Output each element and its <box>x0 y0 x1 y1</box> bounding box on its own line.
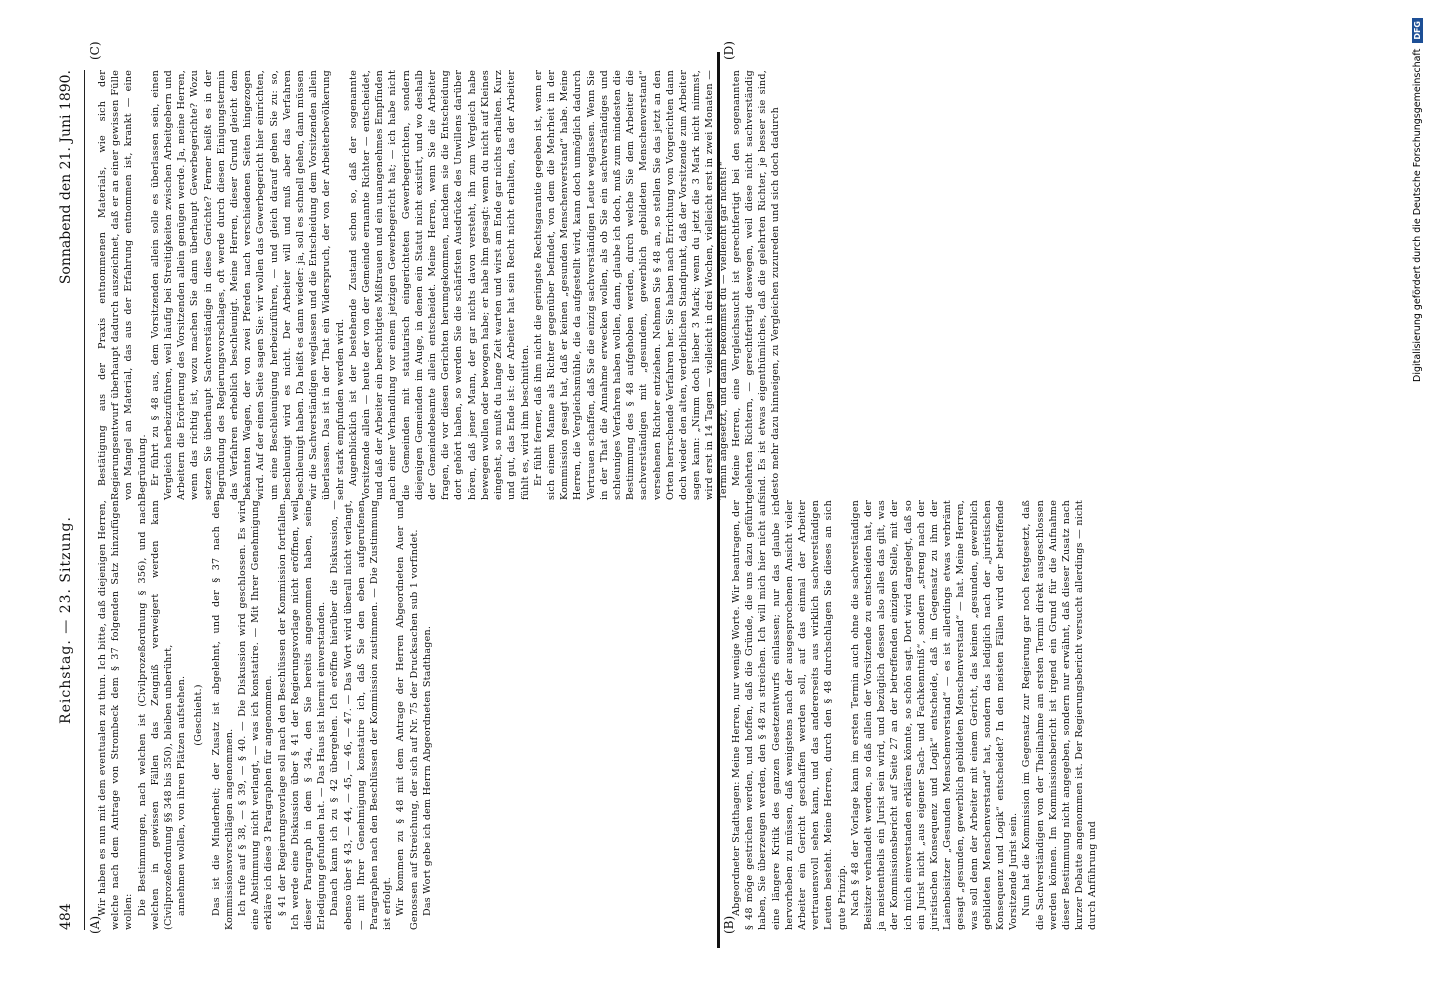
paragraph: Er fühlt ferner, daß ihm nicht die geringste Rechtsgarantie gegeben ist, wenn er sich einem Manne als Richter gegenüber befindet, von dem die Mehrheit in der Kommission gesagt hat, daß er keinen „gesunden Menschenverstand“ habe. Meine Herren, die Vergleichsmühle, die da aufgestellt wird, kann doch unmöglich dadurch Vertrauen schaffen, daß Sie die einzig sachverständigen Leute weglassen. Wenn Sie in der That die Annahme erwecken wollen, als ob Sie ein sachverständiges und schleuniges Verfahren haben wollen, dann, glaube ich doch, muß zum mindesten die Bestimmung des § 48 aufgehoben werden, durch welche Sie dem Arbeiter die sachverständigen mit „gesundem, gewerblich gebildeten Menschenverstand“ versehenen Richter entziehen. Nehmen Sie § 48 an, so stellen Sie das jetzt an den Orten herrschende Verfahren her. Sie haben nach Errichtung von Vorgerichten dann doch wieder den alten, verderblichen Standpunkt, daß der Vorsitzende zum Arbeiter sagen kann: „Nimm doch lieber 3 Mark; wenn du jetzt die 3 Mark nicht nimmst, wird erst in 14 Tagen — vielleicht in drei Wochen, vielleicht erst in zwei Monaten — Termin angesetzt, und dann bekommst du — vielleicht gar nichts!“ <box>532 70 729 500</box>
header-rule <box>84 70 85 930</box>
page-number: 484 <box>58 903 74 930</box>
paragraph: Die Bestimmungen, nach welchen ist (Civilprozeßordnung § 356), und nach welchen in gewissen Fällen das Zeugniß verweigert werden kann (Civilprozeßordnung §§ 348 bis 350), bleiben unberührt, <box>136 500 175 930</box>
section-marker-c: (C) <box>88 41 102 60</box>
credit-text: Digitalisierung gefördert durch die Deutsche Forschungsgemeinschaft <box>1412 48 1423 382</box>
paragraph: Abgeordneter Stadthagen: Meine Herren, nur wenige Worte. Wir beantragen, der § 48 möge gestrichen werden, und hoffen, daß die Gründe, die uns dazu geführt haben, Sie überzeugen werden, den § 48 zu streichen. Ich will mich hier nicht auf eine längere Kritik des ganzen Gesetzentwurfs einlassen; nur das glaube ich hervorheben zu müssen, daß wenigstens nach der ausgesprochenen Ansicht vieler Arbeiter ein Gericht geschaffen werden soll, auf das einmal der Arbeiter vertrauensvoll sehen kann, und das andererseits aus wirklich sachverständigen Leuten besteht. Meine Herren, durch den § 48 durchschlagen Sie dieses an sich gute Prinzip. <box>731 500 848 930</box>
paragraph: Er führt zu § 48 aus, dem Vorsitzenden allein solle es überlassen sein, einen Vergleich herbeizuführen, weil häufig bei Streitigkeiten zwischen Arbeitgebern und Arbeitern die Erörterung des Vorsitzenden allein genügen werde. Ja, meine Herren, wenn das richtig ist, wozu machen Sie dann überhaupt Gewerbegerichte? Wozu setzen Sie überhaupt Sachverständige in diese Gerichte? Ferner heißt es in der Begründung des Regierungsvorschlages, oft werde durch diesen Einigungstermin das Verfahren erheblich beschleunigt. Meine Herren, dieser Grund gleicht dem bekannten Wagen, der von zwei Pferden nach verschiedenen Seiten hingezogen wird. Auf der einen Seite sagen Sie: wir wollen das Gewerbegericht hier einrichten, um eine Beschleunigung herbeizuführen, — und gleich darauf gehen Sie zu: so, beschleunigt wird es nicht. Der Arbeiter will und muß aber das Verfahren beschleunigt haben. Da heißt es dann wieder: ja, soll es schnell gehen, dann müssen wir die Sachverständigen weglassen und die Entscheidung dem Vorsitzenden allein überlassen. Das ist in der That ein Widerspruch, der von der Arbeiterbevölkerung sehr stark empfunden werden wird. <box>149 70 346 500</box>
paragraph: Ich rufe auf § 38, — § 39, — § 40. — Die Diskussion wird geschlossen. Es wird eine Abstimmung nicht verlangt, — was ich konstatire. — Mit Ihrer Genehmigung erkläre ich diese 3 Paragraphen für angenommen. <box>237 500 275 930</box>
paragraph: Nun hat die Kommission im Gegensatz zur Regierung gar noch festgesetzt, daß die Sachverständigen von der Theilnahme am ersten Termin direkt ausgeschlossen werden können. Im Kommissionsbericht ist irgend ein Grund für die Aufnahme dieser Bestimmung nicht angegeben, sondern nur erwähnt, daß dieser Zusatz nach kurzer Debatte angenommen ist. Der Regierungsbericht versucht allerdings — nicht durch Anführung und <box>1021 500 1099 930</box>
paragraph: Nach § 48 der Vorlage kann im ersten Termin auch ohne die sachverständigen Beisitzer verhandelt werden, so daß allein der Vorsitzende zu entscheiden hat, der ja meistentheils ein Jurist sein wird, und bezüglich dessen also alles das gilt, was der Kommissionsbericht auf Seite 27 an der betreffenden einzigen Stelle, mit der ich mich einverstanden erklären könnte, so schön sagt. Dort wird dargelegt, daß so ein Jurist nicht „aus eigener Sach- und Fachkenntniß“, sondern „streng nach der juristischen Konsequenz und Logik“ entscheide, daß im Gegensatz zu ihm der Laienbeisitzer „Gesunden Menschenverstand“ — es ist allerdings etwas verbrämt gesagt „gesunden, gewerblich gebildeten Menschenverstand“ — hat. Meine Herren, was soll denn der Arbeiter mit einem Gericht, das keinen „gesunden, gewerblich gebildeten Menschenverstand“ hat, sondern das lediglich nach der „juristischen Konsequenz und Logik“ entscheidet? In den meisten Fällen wird der betreffende Vorsitzende Jurist sein. <box>849 500 1020 930</box>
column-top-right <box>96 70 782 500</box>
digitization-credit <box>1412 18 1423 382</box>
paragraph: § 41 der Regierungsvorlage soll nach den Beschlüssen der Kommission fortfallen. Ich werde eine Diskussion über § 41 der Regierungsvorlage nicht eröffnen, weil dieser Paragraph in dem § 34a, den Sie bereits angenommen haben, seine Erledigung gefunden hat. — Das Haus ist hiermit einverstanden. <box>276 500 328 930</box>
running-head-center: Reichstag. — 23. Sitzung. <box>58 516 74 724</box>
column-top-left <box>96 500 702 930</box>
running-head <box>58 70 82 930</box>
paragraph: Das Wort gebe ich dem Herrn Abgeordneten Stadthagen. <box>421 625 433 916</box>
column-bottom-left <box>730 500 1370 930</box>
paragraph: Wir haben es nun mit dem eventualen zu thun. Ich bitte, daß diejenigen Herren, welche nach dem Antrage von Strombeck dem § 37 folgenden Satz hinzufügen wollen: <box>97 500 135 930</box>
running-head-right: Sonnabend den 21. Juni 1890. <box>58 70 74 285</box>
paragraph: Bestätigung aus der Praxis entnommenen Materials, wie sich der Regierungsentwurf überhaupt dadurch auszeichnet, daß er an einer gewissen Fülle von Mangel an Material, das aus der Erfahrung entnommen ist, krankt — eine Begründung. <box>97 70 148 500</box>
paragraph: Danach kann ich zu § 42 übergehen. Ich eröffne hierüber die Diskussion, — ebenso über § 43, — 44, — 45, — 46, — 47. — Das Wort wird überall nicht verlangt, — mit Ihrer Genehmigung konstatire ich, daß Sie den eben aufgerufenen Paragraphen nach den Beschlüssen der Kommission zustimmen. — Die Zustimmung ist erfolgt. <box>329 500 394 930</box>
section-marker-b: (B) <box>722 915 736 934</box>
stage-direction: (Geschieht.) <box>193 684 205 746</box>
paragraph: Das ist die Minderheit; der Zusatz ist abgelehnt, und der § 37 nach den Kommissionsvorschlägen angenommen. <box>210 500 235 930</box>
dfg-logo: DFG <box>1412 18 1423 43</box>
section-marker-d: (D) <box>722 41 736 60</box>
column-bottom-right <box>730 70 1370 500</box>
paragraph: Augenblicklich ist der bestehende Zustand schon so, daß der sogenannte Vorsitzende allein — heute der von der Gemeinde ernannte Richter — entscheidet, und daß der Arbeiter ein berechtigtes Mißtrauen und ein unangenehmes Empfinden nach einer Verhandlung vor einem jetzigen Gewerbegericht hat; — ich habe nicht die Gemeinden mit statutarisch eingerichteten Gewerbegerichten, sondern diejenigen Gemeinden im Auge, in denen ein Statut nicht existirt, und wo deshalb der Gemeindebeamte allein entscheidet. Meine Herren, wenn Sie die Arbeiter fragen, die vor diesen Gerichten herumgekommen, nachdem sie die Entscheidung dort gehört haben, so werden Sie die schärfsten Ausdrücke des Unwillens darüber hören, daß jener Mann, der gar nichts davon versteht, ihn zum Vergleich habe bewegen wollen oder bewogen habe; er habe ihm gesagt: wenn du nicht auf Kleines eingehst, so mußt du lange Zeit warten und wirst am Ende gar nichts erhalten. Kurz und gut, das Ende ist: der Arbeiter hat sein Recht nicht erhalten, das der Arbeiter fühlt es, wird ihm beschnitten. <box>347 70 531 500</box>
section-marker-a: (A) <box>88 915 102 934</box>
paragraph: Meine Herren, eine Vergleichssucht ist gerechtfertigt bei den sogenannten gelehrten Richtern, — gerechtfertigt deswegen, weil diese nicht sachverständig sind. Es ist etwas eigenthümliches, daß die gelehrten Richter, je besser sie sind, desto mehr dazu hinneigen, zu Vergleichen zuzureden und sich doch dadurch <box>730 70 782 500</box>
paragraph: annehmen wollen, von ihren Plätzen aufstehen. <box>176 675 188 916</box>
paragraph: Wir kommen zu § 48 mit dem Antrage der Herren Abgeordneten Auer und Genossen auf Streichung, der sich auf Nr. 75 der Drucksachen sub 1 vorfindet. <box>395 500 420 930</box>
